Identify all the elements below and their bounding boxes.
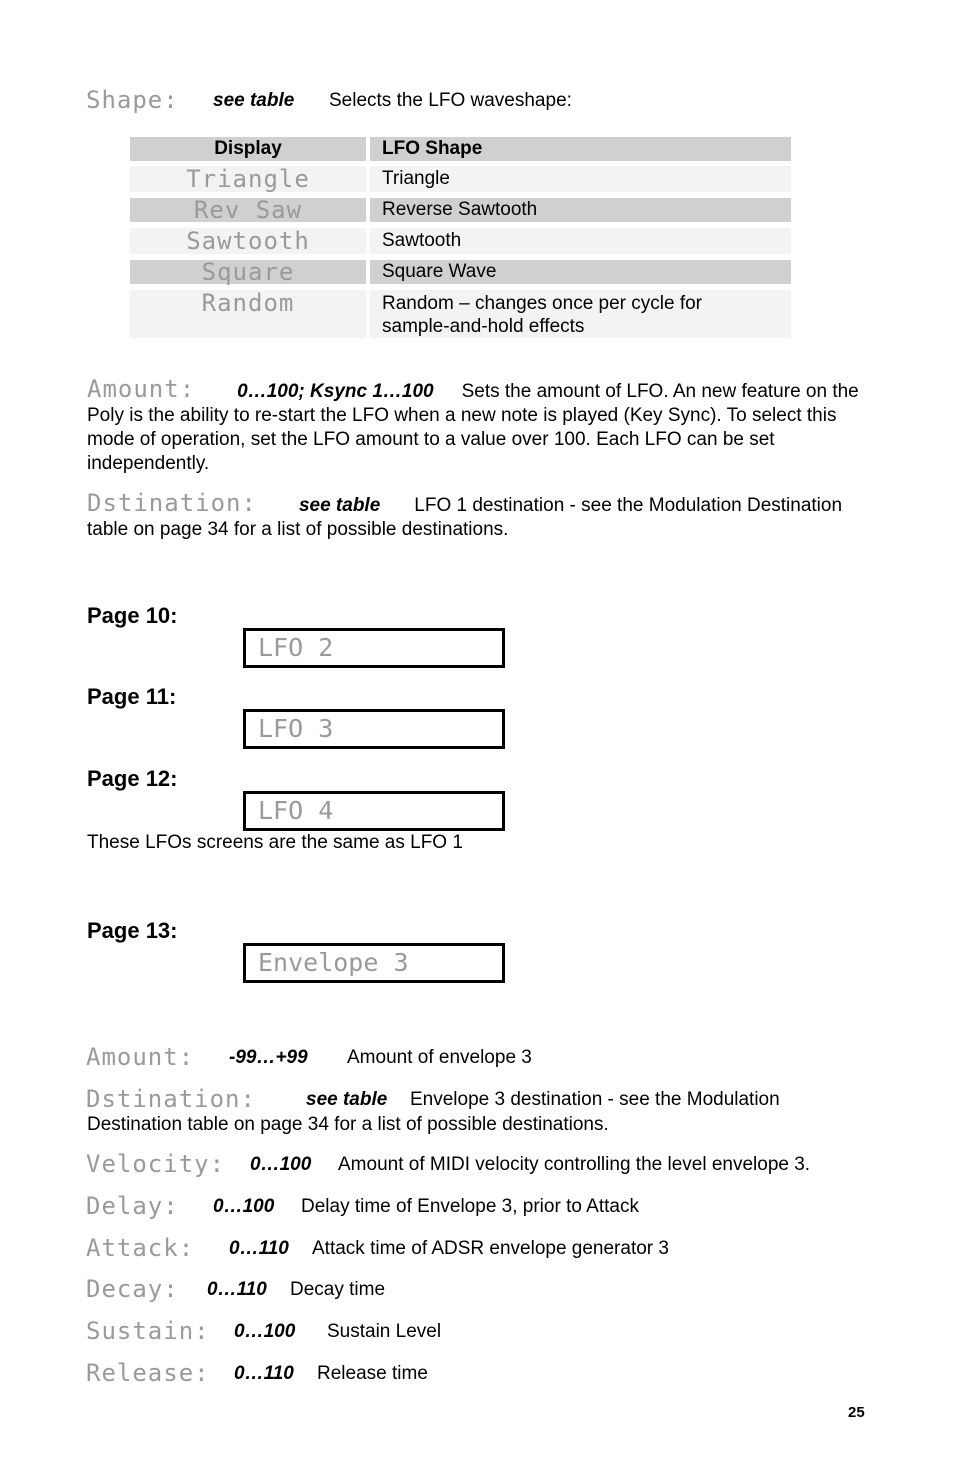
env-decay-description: Decay time <box>290 1279 386 1300</box>
env-decay-range: 0…110 <box>207 1279 267 1300</box>
shape-param-label: Shape: <box>86 86 179 114</box>
env-amount-range: -99…+99 <box>229 1047 308 1068</box>
lfo-amount-paragraph <box>87 377 877 476</box>
table-row <box>130 290 791 338</box>
lfo-destination-paragraph <box>87 491 877 542</box>
table-row <box>130 198 791 222</box>
lfo-amount-label: Amount: <box>87 375 196 403</box>
shape-range: see table <box>213 90 295 111</box>
env-amount-label: Amount: <box>86 1043 195 1071</box>
table-cell-shape: Reverse Sawtooth <box>370 198 791 222</box>
table-cell-display: Sawtooth <box>130 228 366 254</box>
env-delay-description: Delay time of Envelope 3, prior to Attack <box>301 1196 639 1217</box>
env-velocity-range: 0…100 <box>250 1154 312 1175</box>
env-decay-label: Decay: <box>86 1275 179 1303</box>
env-delay-range: 0…100 <box>213 1196 275 1217</box>
env-sustain-description: Sustain Level <box>327 1321 442 1342</box>
lcd-screen-lfo3 <box>243 709 505 749</box>
table-cell-shape: Sawtooth <box>370 228 791 254</box>
env-destination-description: Envelope 3 destination - see the Modulation <box>410 1089 780 1110</box>
env-release-range: 0…110 <box>234 1363 294 1384</box>
page-number: 25 <box>848 1404 865 1421</box>
env-attack-description: Attack time of ADSR envelope generator 3 <box>312 1238 669 1259</box>
lfo-note: These LFOs screens are the same as LFO 1 <box>87 832 463 853</box>
env-destination-continuation: Destination table on page 34 for a list of possible destinations. <box>87 1114 609 1135</box>
shape-description: Selects the LFO waveshape: <box>329 90 572 111</box>
lcd-screen-lfo2 <box>243 628 505 668</box>
lfo-destination-description: LFO 1 destination - see the Modulation Destination table on page 34 for a list of possible destinations. <box>87 495 843 540</box>
table-cell-display: Rev Saw <box>130 198 366 222</box>
env-amount-description: Amount of envelope 3 <box>347 1047 532 1068</box>
env-release-description: Release time <box>317 1363 428 1384</box>
lfo-amount-description: Sets the amount of LFO. An new feature on the Poly is the ability to re-start the LFO when a new note is played (Key Sync). To select this mode of operation, set the LFO amount to a value over 100. Each LFO can be set independently. <box>87 381 859 474</box>
env-sustain-range: 0…100 <box>234 1321 296 1342</box>
lfo-amount-range: 0…100; Ksync 1…100 <box>237 381 434 402</box>
lcd-screen-envelope3 <box>243 943 505 983</box>
lcd-screen-text: LFO 2 <box>258 633 334 662</box>
table-cell-shape: Square Wave <box>370 260 791 284</box>
table-row <box>130 166 791 192</box>
env-destination-range: see table <box>306 1089 388 1110</box>
lfo-destination-label: Dstination: <box>87 489 257 517</box>
env-attack-range: 0…110 <box>229 1238 289 1259</box>
table-cell-shape: Random – changes once per cycle for sample-and-hold effects <box>370 290 791 338</box>
table-header-lfo-shape: LFO Shape <box>370 137 791 161</box>
env-attack-label: Attack: <box>86 1234 195 1262</box>
lcd-screen-lfo4 <box>243 791 505 831</box>
lcd-screen-text: LFO 3 <box>258 714 334 743</box>
table-row <box>130 260 791 284</box>
lcd-screen-text: Envelope 3 <box>258 948 409 977</box>
env-sustain-label: Sustain: <box>86 1317 210 1345</box>
table-row <box>130 228 791 254</box>
lcd-screen-text: LFO 4 <box>258 796 334 825</box>
env-destination-label: Dstination: <box>86 1085 256 1113</box>
page-10-label: Page 10: <box>87 603 178 628</box>
lfo-destination-range: see table <box>298 495 381 516</box>
page-12-label: Page 12: <box>87 766 178 791</box>
table-cell-shape: Triangle <box>370 166 791 192</box>
page-11-label: Page 11: <box>87 684 177 709</box>
env-velocity-description: Amount of MIDI velocity controlling the level envelope 3. <box>338 1154 811 1175</box>
table-header-display: Display <box>130 137 366 161</box>
table-cell-display: Random <box>130 290 366 338</box>
page-13-label: Page 13: <box>87 918 178 943</box>
table-cell-display: Triangle <box>130 166 366 192</box>
env-release-label: Release: <box>86 1359 210 1387</box>
table-header-row <box>130 137 791 161</box>
env-velocity-label: Velocity: <box>86 1150 226 1178</box>
env-delay-label: Delay: <box>86 1192 179 1220</box>
table-cell-display: Square <box>130 260 366 284</box>
